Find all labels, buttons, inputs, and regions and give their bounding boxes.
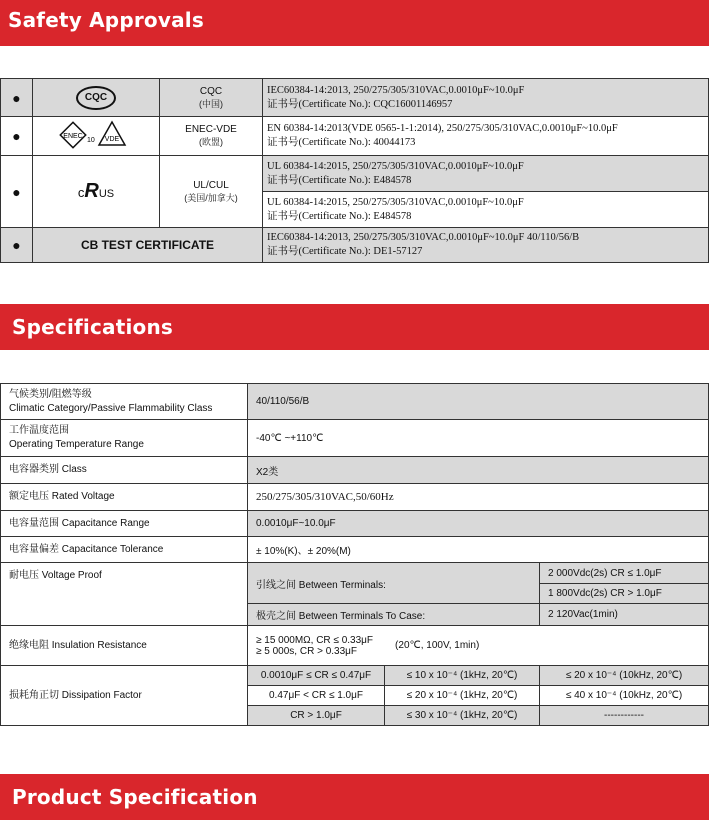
table-row [1, 156, 709, 192]
df-value-10khz: ≤ 40 x 10⁻⁴ (10kHz, 20℃) [540, 686, 709, 706]
spec-label: 损耗角正切 Dissipation Factor [1, 666, 248, 726]
table-row [1, 79, 709, 117]
spec-label: 气候类别/阻燃等级 Climatic Category/Passive Flammability Class [1, 384, 248, 420]
spec-value: ≥ 15 000MΩ, CR ≤ 0.33μF ≥ 5 000s, CR > 0.33μF (20℃, 100V, 1min) [248, 626, 709, 666]
table-row [1, 384, 709, 420]
section-title: Product Specification [12, 785, 258, 809]
table-row [1, 563, 709, 584]
certificate-detail: UL 60384-14:2015, 250/275/305/310VAC,0.0010μF~10.0μF 证书号(Certificate No.): E484578 [263, 192, 709, 228]
bullet-icon: ● [1, 156, 33, 228]
spec-value: 1 800Vdc(2s) CR > 1.0μF [540, 584, 709, 604]
df-range: CR > 1.0μF [248, 706, 385, 726]
table-row [1, 626, 709, 666]
safety-approvals-banner [0, 0, 709, 46]
df-range: 0.47μF < CR ≤ 1.0μF [248, 686, 385, 706]
section-title: Specifications [12, 315, 174, 339]
df-value-1khz: ≤ 10 x 10⁻⁴ (1kHz, 20℃) [385, 666, 540, 686]
df-value-10khz: ≤ 20 x 10⁻⁴ (10kHz, 20℃) [540, 666, 709, 686]
table-row [1, 537, 709, 563]
spec-sublabel: 引线之间 Between Terminals: [248, 563, 540, 604]
df-value-1khz: ≤ 20 x 10⁻⁴ (1kHz, 20℃) [385, 686, 540, 706]
spec-value: -40℃ ~+110℃ [248, 420, 709, 457]
bullet-icon: ● [1, 79, 33, 117]
spec-value: 2 120Vac(1min) [540, 604, 709, 626]
certificate-detail: EN 60384-14:2013(VDE 0565-1-1:2014), 250/275/305/310VAC,0.0010μF~10.0μF 证书号(Certificate No.): 40044173 [263, 117, 709, 156]
certificate-name: CB TEST CERTIFICATE [33, 228, 263, 263]
product-specification-banner [0, 774, 709, 820]
certificate-name: ENEC-VDE (欧盟) [160, 117, 263, 156]
spec-value: ± 10%(K)、± 20%(M) [248, 537, 709, 563]
df-value-10khz: ------------ [540, 706, 709, 726]
approvals-table [0, 78, 709, 263]
spec-label: 耐电压 Voltage Proof [1, 563, 248, 626]
bullet-icon: ● [1, 228, 33, 263]
table-row [1, 228, 709, 263]
spec-label: 电容量偏差 Capacitance Tolerance [1, 537, 248, 563]
certificate-name: UL/CUL (美国/加拿大) [160, 156, 263, 228]
spec-value: X2类 [248, 457, 709, 484]
ul-logo-icon: cRUS [33, 156, 160, 228]
df-range: 0.0010μF ≤ CR ≤ 0.47μF [248, 666, 385, 686]
specifications-banner [0, 304, 709, 350]
certificate-detail: UL 60384-14:2015, 250/275/305/310VAC,0.0010μF~10.0μF 证书号(Certificate No.): E484578 [263, 156, 709, 192]
certificate-detail: IEC60384-14:2013, 250/275/305/310VAC,0.0010μF~10.0μF 40/110/56/B 证书号(Certificate No.): DE1-57127 [263, 228, 709, 263]
svg-text:ENEC: ENEC [63, 132, 83, 140]
spec-value: 0.0010μF~10.0μF [248, 511, 709, 537]
enec-vde-logo-icon [33, 117, 160, 156]
spec-label: 额定电压 Rated Voltage [1, 484, 248, 511]
table-row [1, 666, 709, 686]
spec-label: 绝缘电阻 Insulation Resistance [1, 626, 248, 666]
svg-text:10: 10 [87, 136, 95, 144]
spec-value: 40/110/56/B [248, 384, 709, 420]
certificate-detail: IEC60384-14:2013, 250/275/305/310VAC,0.0010μF~10.0μF 证书号(Certificate No.): CQC16001146957 [263, 79, 709, 117]
spec-value: 250/275/305/310VAC,50/60Hz [248, 484, 709, 511]
table-row [1, 117, 709, 156]
specifications-table [0, 383, 709, 726]
spec-sublabel: 极壳之间 Between Terminals To Case: [248, 604, 540, 626]
bullet-icon: ● [1, 117, 33, 156]
section-title: Safety Approvals [8, 8, 204, 32]
spec-value: 2 000Vdc(2s) CR ≤ 1.0μF [540, 563, 709, 584]
table-row [1, 457, 709, 484]
spec-label: 工作温度范围 Operating Temperature Range [1, 420, 248, 457]
cqc-logo-icon: CQC [33, 79, 160, 117]
spec-label: 电容量范围 Capacitance Range [1, 511, 248, 537]
df-value-1khz: ≤ 30 x 10⁻⁴ (1kHz, 20℃) [385, 706, 540, 726]
table-row [1, 511, 709, 537]
table-row [1, 420, 709, 457]
spec-label: 电容器类别 Class [1, 457, 248, 484]
certificate-name: CQC (中国) [160, 79, 263, 117]
svg-text:VDE: VDE [104, 135, 120, 143]
table-row [1, 484, 709, 511]
